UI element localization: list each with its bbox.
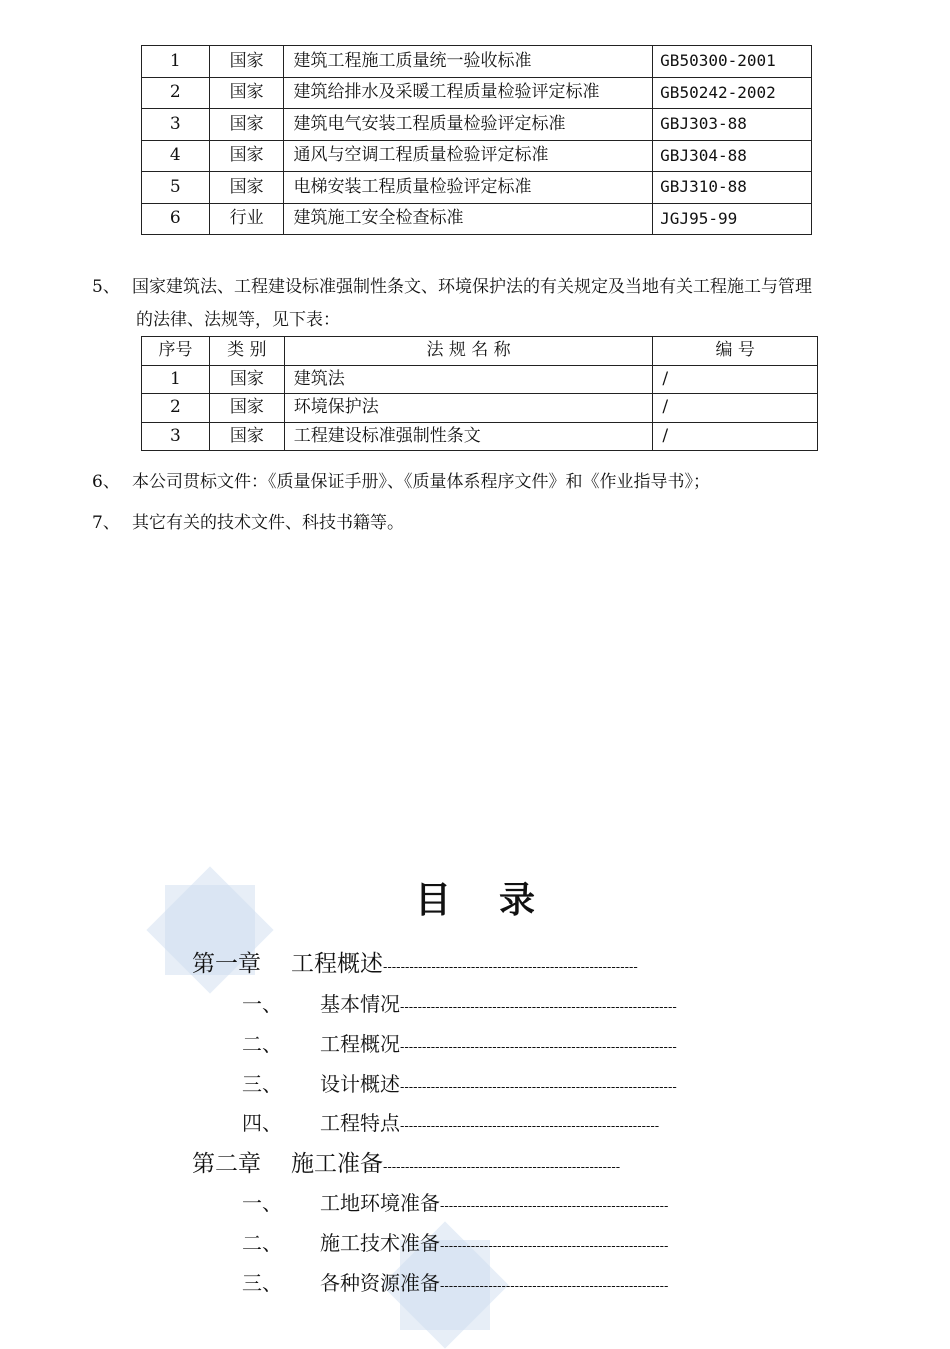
item-number: 6、 <box>92 472 120 492</box>
toc-entry[interactable] <box>192 1145 620 1178</box>
toc-section-number: 一、 <box>242 992 282 1016</box>
row-category: 行业 <box>209 203 284 235</box>
row-category: 国家 <box>209 172 284 204</box>
laws-table <box>141 336 818 451</box>
row-name: 工程建设标准强制性条文 <box>284 422 653 451</box>
item-7-text: 其它有关的技术文件、科技书籍等。 <box>132 513 404 533</box>
row-number: 6 <box>142 203 210 235</box>
table-header-row <box>142 337 818 366</box>
table-row <box>142 394 818 423</box>
row-name: 建筑电气安装工程质量检验评定标准 <box>284 109 653 141</box>
row-category: 国家 <box>209 365 284 394</box>
row-category: 国家 <box>209 46 284 78</box>
item-number: 7、 <box>92 513 120 533</box>
toc-chapter-title: 施工准备 <box>291 1151 383 1177</box>
toc-section-title: 工程概况 <box>320 1032 400 1056</box>
toc-title: 目录 <box>414 879 583 921</box>
table-row <box>142 46 812 78</box>
table-row <box>142 365 818 394</box>
toc-entry[interactable] <box>242 1187 668 1216</box>
header-code: 编 号 <box>653 337 818 366</box>
header-category: 类 别 <box>209 337 284 366</box>
row-category: 国家 <box>209 422 284 451</box>
row-code: GBJ310-88 <box>653 172 812 204</box>
item-6-text: 本公司贯标文件：《质量保证手册》、《质量体系程序文件》和《作业指导书》； <box>132 472 710 492</box>
toc-section-title: 各种资源准备 <box>320 1271 440 1295</box>
toc-leader: --------------------------------------------------------------- <box>400 1080 677 1095</box>
toc-section-number: 二、 <box>242 1231 282 1255</box>
row-name: 环境保护法 <box>284 394 653 423</box>
row-number: 2 <box>142 394 210 423</box>
row-code: GB50242-2002 <box>653 77 812 109</box>
row-name: 电梯安装工程质量检验评定标准 <box>284 172 653 204</box>
table-row <box>142 109 812 141</box>
toc-section-title: 设计概述 <box>320 1072 400 1096</box>
row-number: 1 <box>142 365 210 394</box>
row-code: / <box>653 422 818 451</box>
row-category: 国家 <box>209 109 284 141</box>
toc-section-title: 工程特点 <box>320 1111 400 1135</box>
table-row <box>142 77 812 109</box>
row-name: 建筑施工安全检查标准 <box>284 203 653 235</box>
item-5-text-cont: 的法律、法规等，见下表： <box>136 310 340 330</box>
row-number: 2 <box>142 77 210 109</box>
toc-entry[interactable] <box>242 1227 668 1256</box>
table-row <box>142 172 812 204</box>
row-number: 3 <box>142 422 210 451</box>
row-category: 国家 <box>209 77 284 109</box>
toc-section-number: 三、 <box>242 1072 282 1096</box>
header-name: 法 规 名 称 <box>284 337 653 366</box>
toc-leader: ---------------------------------------------------- <box>440 1199 669 1214</box>
row-category: 国家 <box>209 394 284 423</box>
row-code: / <box>653 365 818 394</box>
row-name: 建筑工程施工质量统一验收标准 <box>284 46 653 78</box>
toc-chapter-number: 第二章 <box>192 1151 261 1177</box>
toc-section-number: 一、 <box>242 1191 282 1215</box>
toc-chapter-number: 第一章 <box>192 951 261 977</box>
toc-leader: ---------------------------------------------------- <box>440 1279 669 1294</box>
table-row <box>142 203 812 235</box>
toc-entry[interactable] <box>192 945 638 978</box>
toc-leader: --------------------------------------------------------------- <box>400 1000 677 1015</box>
toc-section-title: 工地环境准备 <box>320 1191 440 1215</box>
toc-leader: ---------------------------------------------------------- <box>383 960 638 975</box>
row-code: GBJ303-88 <box>653 109 812 141</box>
row-code: / <box>653 394 818 423</box>
table-row <box>142 140 812 172</box>
toc-section-number: 二、 <box>242 1032 282 1056</box>
item-5-text: 国家建筑法、工程建设标准强制性条文、环境保护法的有关规定及当地有关工程施工与管理 <box>132 277 812 297</box>
row-name: 通风与空调工程质量检验评定标准 <box>284 140 653 172</box>
item-number: 5、 <box>92 277 120 297</box>
row-name: 建筑法 <box>284 365 653 394</box>
row-category: 国家 <box>209 140 284 172</box>
toc-entry[interactable] <box>242 1267 668 1296</box>
row-code: GB50300-2001 <box>653 46 812 78</box>
toc-section-number: 四、 <box>242 1111 282 1135</box>
row-number: 5 <box>142 172 210 204</box>
toc-entry[interactable] <box>242 1028 677 1057</box>
toc-section-title: 施工技术准备 <box>320 1231 440 1255</box>
toc-chapter-title: 工程概述 <box>291 951 383 977</box>
toc-entry[interactable] <box>242 1068 677 1097</box>
toc-leader: ----------------------------------------------------------- <box>400 1119 660 1134</box>
row-name: 建筑给排水及采暖工程质量检验评定标准 <box>284 77 653 109</box>
toc-leader: --------------------------------------------------------------- <box>400 1040 677 1055</box>
row-code: JGJ95-99 <box>653 203 812 235</box>
row-number: 3 <box>142 109 210 141</box>
toc-leader: ------------------------------------------------------ <box>383 1160 621 1175</box>
toc-entry[interactable] <box>242 988 677 1017</box>
toc-leader: ---------------------------------------------------- <box>440 1239 669 1254</box>
header-number: 序号 <box>142 337 210 366</box>
toc-section-number: 三、 <box>242 1271 282 1295</box>
toc-section-title: 基本情况 <box>320 992 400 1016</box>
standards-table <box>141 45 812 235</box>
toc-entry[interactable] <box>242 1107 659 1136</box>
row-number: 1 <box>142 46 210 78</box>
row-number: 4 <box>142 140 210 172</box>
table-row <box>142 422 818 451</box>
row-code: GBJ304-88 <box>653 140 812 172</box>
